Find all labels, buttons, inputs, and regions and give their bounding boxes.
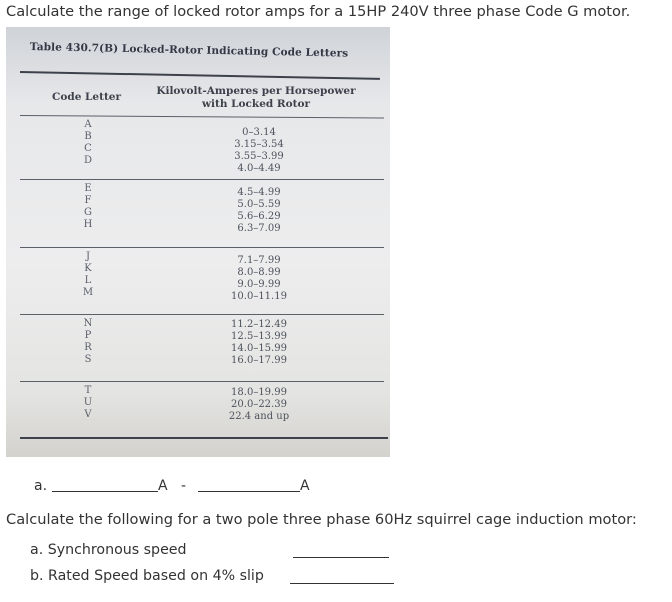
letters-group-1 xyxy=(78,119,98,167)
group-rule xyxy=(20,381,384,382)
kva-value: 12.5–13.99 xyxy=(231,331,287,342)
code-letter: M xyxy=(82,287,94,298)
code-letter: U xyxy=(83,397,93,408)
header-kva xyxy=(156,85,356,111)
letters-group-4 xyxy=(78,318,98,366)
code-letter: P xyxy=(84,330,92,341)
answer-min-unit: A xyxy=(158,478,168,494)
header-kva-line1: Kilovolt-Amperes per Horsepower xyxy=(156,85,356,97)
code-letter: A xyxy=(84,119,92,130)
code-letter: N xyxy=(83,318,93,329)
code-letter: C xyxy=(84,143,92,154)
code-letter: S xyxy=(84,354,92,365)
values-group-3 xyxy=(204,255,314,303)
rated-speed-blank[interactable] xyxy=(290,568,394,584)
code-letter: G xyxy=(84,207,92,218)
header-kva-line2: with Locked Rotor xyxy=(201,98,310,110)
group-rule xyxy=(20,247,384,248)
code-letter: R xyxy=(84,342,92,353)
letters-group-2 xyxy=(78,183,98,231)
code-letter: E xyxy=(84,183,92,194)
code-letter: K xyxy=(84,263,92,274)
kva-value: 7.1–7.99 xyxy=(237,255,281,266)
question-1-text: Calculate the range of locked rotor amps for a 15HP 240V three phase Code G motor. xyxy=(6,3,631,20)
code-letter: B xyxy=(84,131,92,142)
letters-group-3 xyxy=(78,251,98,299)
kva-value: 5.6–6.29 xyxy=(237,211,281,222)
code-letter: V xyxy=(84,409,92,420)
kva-value: 8.0–8.99 xyxy=(237,267,281,278)
code-letter-table xyxy=(6,27,390,457)
code-letter: F xyxy=(84,195,92,206)
group-rule xyxy=(20,314,384,315)
code-letter: D xyxy=(83,155,93,166)
synchronous-speed-blank[interactable] xyxy=(293,542,389,558)
header-bottom-rule xyxy=(20,115,384,119)
table-title: Table 430.7(B) Locked-Rotor Indicating Code Letters xyxy=(29,41,349,60)
group-rule xyxy=(20,179,384,180)
answer-a-label: a. xyxy=(34,478,48,494)
answer-min-blank[interactable] xyxy=(52,476,158,492)
kva-value: 10.0–11.19 xyxy=(231,291,287,302)
range-dash: - xyxy=(181,478,187,494)
kva-value: 9.0–9.99 xyxy=(237,279,281,290)
answer-max-blank[interactable] xyxy=(198,476,300,492)
kva-value: 16.0–17.99 xyxy=(231,355,287,366)
kva-value: 20.0–22.39 xyxy=(231,399,287,410)
answer-max-unit: A xyxy=(300,478,310,494)
kva-value: 5.0–5.59 xyxy=(237,199,281,210)
kva-value: 22.4 and up xyxy=(228,411,290,422)
code-letter: H xyxy=(83,219,93,230)
kva-value: 14.0–15.99 xyxy=(231,343,287,354)
kva-value: 18.0–19.99 xyxy=(231,387,287,398)
kva-value: 4.5–4.99 xyxy=(237,187,281,198)
values-group-4 xyxy=(204,319,314,367)
kva-value: 0–3.14 xyxy=(242,127,276,138)
kva-value: 6.3–7.09 xyxy=(237,223,281,234)
values-group-1 xyxy=(204,127,314,175)
kva-value: 3.55–3.99 xyxy=(234,151,284,162)
values-group-2 xyxy=(204,187,314,235)
table-top-rule xyxy=(20,71,380,80)
header-code-letter: Code Letter xyxy=(52,91,122,103)
code-letter: T xyxy=(84,385,92,396)
table-photo xyxy=(6,27,390,457)
table-bottom-rule xyxy=(20,437,388,439)
values-group-5 xyxy=(204,387,314,423)
kva-value: 3.15–3.54 xyxy=(234,139,284,150)
kva-value: 11.2–12.49 xyxy=(231,319,287,330)
code-letter: J xyxy=(85,251,90,262)
kva-value: 4.0–4.49 xyxy=(237,163,281,174)
sub-question-a: a. Synchronous speed xyxy=(30,542,187,558)
sub-question-b: b. Rated Speed based on 4% slip xyxy=(30,568,264,584)
question-2-text: Calculate the following for a two pole three phase 60Hz squirrel cage induction motor: xyxy=(6,511,637,528)
code-letter: L xyxy=(84,275,92,286)
letters-group-5 xyxy=(78,385,98,421)
